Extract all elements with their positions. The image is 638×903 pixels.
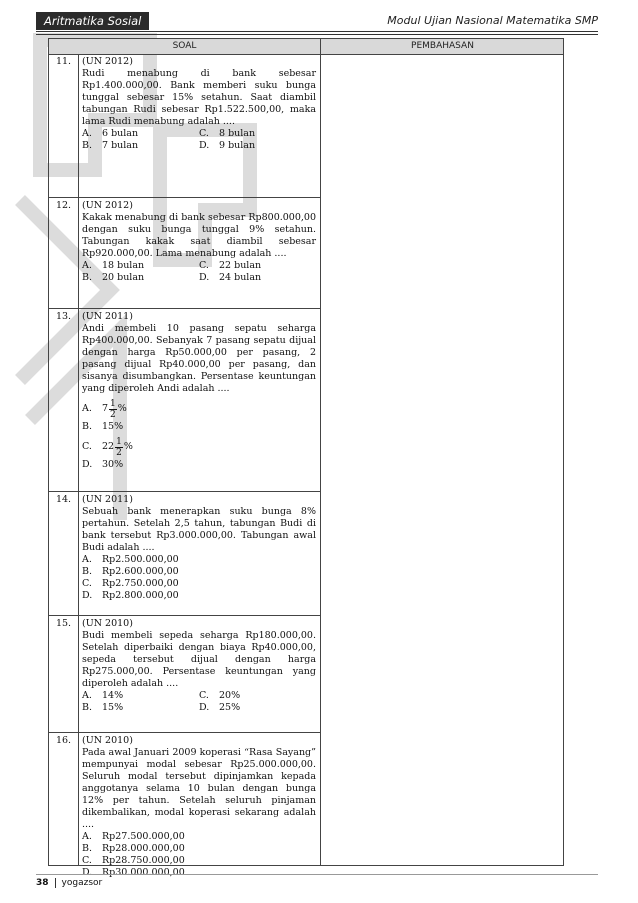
solution-column-divider [320,39,321,865]
column-header-soal: SOAL [172,41,197,51]
question-body [82,200,316,284]
question-number: 11. [55,56,72,67]
answer-options [82,831,316,879]
option-d: D. 24 bulan [199,272,262,283]
question-number: 15. [55,618,72,629]
question-row [49,309,320,492]
fraction: $\frac{1}{2}$ [116,436,122,458]
question-number: 16. [55,735,72,746]
question-body [82,56,316,152]
question-row [49,492,320,616]
question-body [82,735,316,879]
question-text: Andi membeli 10 pasang sepatu seharga Rp400.000,00. Sebanyak 7 pasang sepatu dijual dengan harga Rp50.000,00 per pasang, 2 pasang dijual Rp40.000,00 per pasang, dan sisanya disumbangkan. Persentase keuntungan yang diperoleh Andi adalah .... [82,323,316,394]
question-text: Budi membeli sepeda seharga Rp180.000,00. Setelah diperbaiki dengan biaya Rp40.000,00, sepeda tersebut dijual dengan harga Rp275.000,00. Persentase keuntungan yang diperoleh adalah .... [82,630,316,689]
question-row [49,54,320,198]
chapter-title: Aritmatika Sosial [36,12,149,30]
question-text: Sebuah bank menerapkan suku bunga 8% pertahun. Setelah 2,5 tahun, tabungan Budi di bank tersebut Rp3.000.000,00. Tabungan awal Budi adalah .... [82,506,316,553]
question-source: (UN 2010) [82,618,133,629]
option-a: A. 6 bulan [82,128,139,139]
option-c: C. 8 bulan [199,128,256,139]
option-a: A. 18 bulan [82,260,145,271]
question-body [82,618,316,714]
option-b: B. 7 bulan [82,140,139,151]
option-b: B. Rp2.600.000,00 [82,566,179,577]
option-d: D. 9 bulan [199,140,256,151]
question-body [82,311,316,471]
fraction: $\frac{1}{2}$ [110,398,116,420]
option-c: C. 22 $\frac{1}{2}$ % [82,436,133,458]
option-c: C. Rp28.750.000,00 [82,855,185,866]
footer-divider [36,874,598,875]
question-row [49,733,320,878]
question-source: (UN 2012) [82,56,133,67]
author-name: yogazsor [61,878,103,888]
option-b: B. 20 bulan [82,272,145,283]
header-divider-secondary [36,34,598,35]
question-text: Kakak menabung di bank sebesar Rp800.000,00 dengan suku bunga tunggal 9% setahun. Tabungan kakak saat diambil sebesar Rp920.000,00. Lama menabung adalah .... [82,212,316,259]
question-text: Rudi menabung di bank sebesar Rp1.400.000,00. Bank memberi suku bunga tunggal sebesar 15% setahun. Saat diambil tabungan Rudi sebesar Rp1.522.500,00, maka lama Rudi menabung adalah .... [82,68,316,127]
page-footer [36,878,102,888]
option-a: A. 7 $\frac{1}{2}$ % [82,398,127,420]
header-divider [36,31,598,32]
question-source: (UN 2010) [82,735,133,746]
answer-options [82,554,316,602]
option-d: D. 30% [82,459,124,470]
option-b: B. 15% [82,702,124,713]
question-text: Pada awal Januari 2009 koperasi “Rasa Sayang” mempunyai modal sebesar Rp25.000.000,00. Seluruh modal tersebut dipinjamkan kepada anggotanya selama 10 bulan dengan bunga 12% per tahun. Setelah seluruh pinjaman dikembalikan, modal koperasi sekarang adalah .... [82,747,316,830]
answer-options [82,128,316,152]
answer-options [82,397,316,471]
question-source: (UN 2012) [82,200,133,211]
option-c: C. 20% [199,690,241,701]
option-d: D. 25% [199,702,241,713]
question-body [82,494,316,602]
option-a: A. Rp27.500.000,00 [82,831,185,842]
exercise-table [48,38,564,878]
question-row [49,198,320,309]
answer-options [82,260,316,284]
question-number: 12. [55,200,72,211]
option-b: B. Rp28.000.000,00 [82,843,185,854]
question-number: 14. [55,494,72,505]
column-header-pembahasan: PEMBAHASAN [411,41,474,51]
page-number: 38 [36,878,56,888]
question-number: 13. [55,311,72,322]
question-source: (UN 2011) [82,311,133,322]
module-title: Modul Ujian Nasional Matematika SMP [387,14,598,27]
table-header [49,39,563,55]
question-source: (UN 2011) [82,494,133,505]
option-d: D. Rp30.000.000,00 [82,867,185,878]
question-row [49,616,320,733]
option-a: A. Rp2.500.000,00 [82,554,179,565]
option-b: B. 15% [82,421,124,432]
answer-options [82,690,316,714]
option-c: C. 22 bulan [199,260,262,271]
option-a: A. 14% [82,690,124,701]
option-d: D. Rp2.800.000,00 [82,590,179,601]
option-c: C. Rp2.750.000,00 [82,578,179,589]
